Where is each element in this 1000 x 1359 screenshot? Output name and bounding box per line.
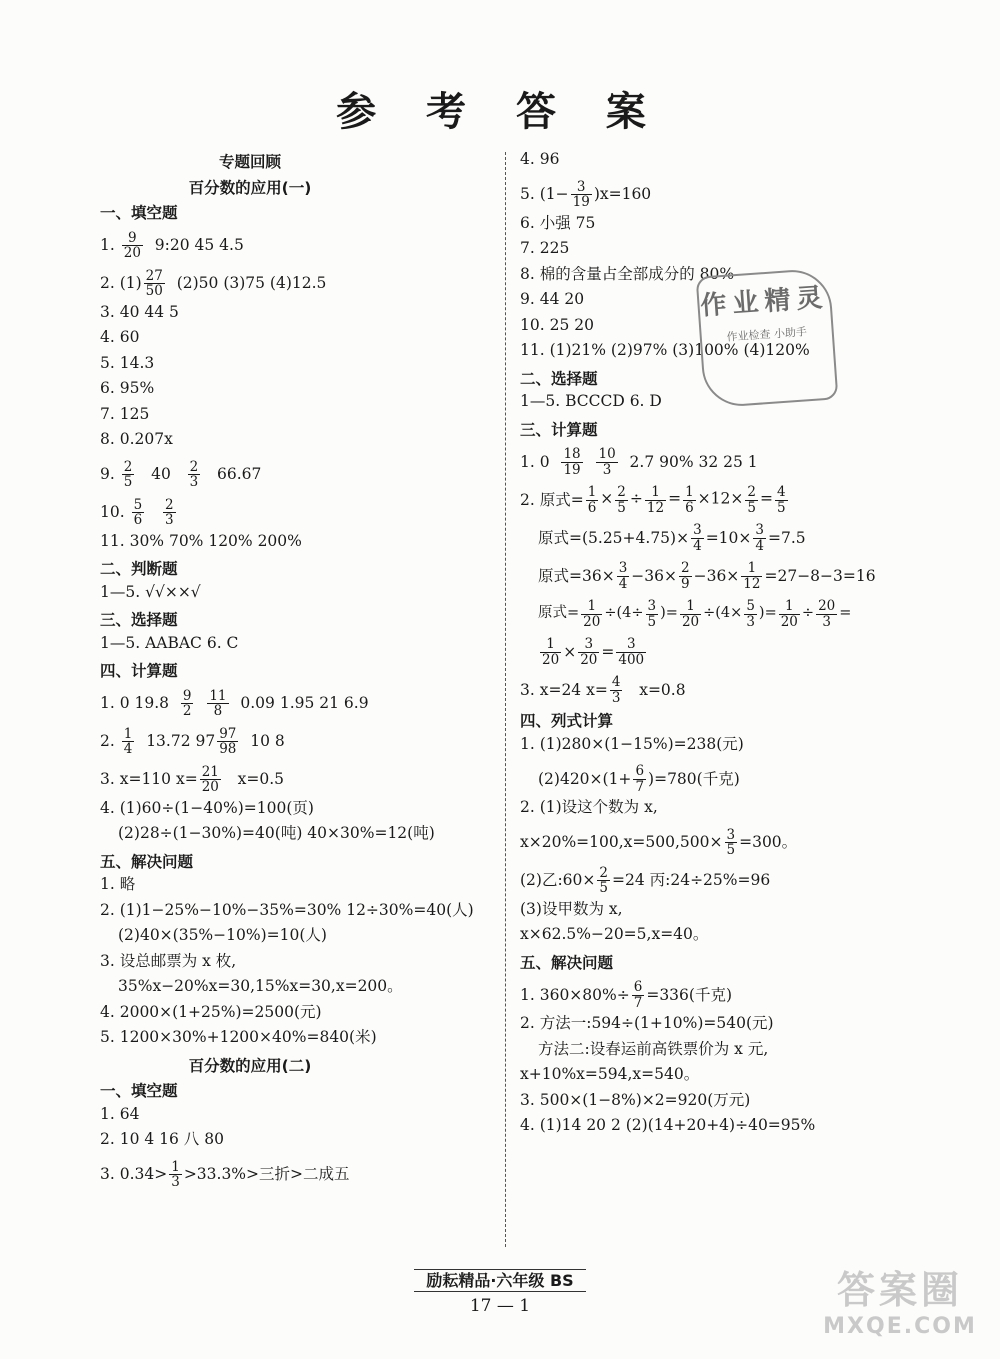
fraction: $\frac{1}{6}$ xyxy=(587,484,597,516)
answer-line: $\frac{1}{20}$ × $\frac{3}{20}$ = $\frac{3}{400}$ xyxy=(542,636,645,668)
sub-heading: 三、选择题 xyxy=(100,611,178,629)
answer-line: 8. 棉的含量占全部成分的 80% xyxy=(520,264,735,283)
fraction: $\frac{4}{5}$ xyxy=(776,484,786,516)
answer-line: (2)420×(1+ $\frac{6}{7}$ )=780(千克) xyxy=(538,763,740,795)
answer-line: 1. (1)280×(1−15%)=238(元) xyxy=(520,734,744,753)
operator: = xyxy=(668,490,682,508)
page-title: 参 考 答 案 xyxy=(336,88,664,135)
answer-line: 9. $\frac{2}{5}$ 40 $\frac{2}{3}$ 66.67 xyxy=(100,458,262,490)
footer-brand: 励耘精品·六年级 BS xyxy=(0,1268,1000,1291)
sub-heading: 四、计算题 xyxy=(100,662,178,680)
answer-line: 4. 2000×(1+25%)=2500(元) xyxy=(100,1002,322,1021)
column-divider xyxy=(505,152,506,1247)
answer-line: 2. 原式= $\frac{1}{6}$ × $\frac{2}{5}$ ÷ $\frac{1}{12}$ = $\frac{1}{6}$ ×12× $\frac{2}{5}$ = $\frac{4}{5}$ xyxy=(520,481,960,519)
answer-line: 1—5. √√××√ xyxy=(100,582,201,601)
answer-line: 3. 设总邮票为 x 枚, xyxy=(100,951,237,970)
answer-line: 35%x−20%x=30,15%x=30,x=200。 xyxy=(118,977,403,995)
answer-line: 2. (1)设这个数为 x, xyxy=(520,798,658,816)
answer-line: 3. x=110 x= $\frac{21}{20}$ x=0.5 xyxy=(100,763,285,795)
answer-line: 3. 500×(1−8%)×2=920(万元) xyxy=(520,1090,751,1109)
fraction: $\frac{2}{5}$ xyxy=(617,484,626,516)
answer-line: 3. 0.34> $\frac{1}{3}$ >33.3%>三折>二成五 xyxy=(100,1158,350,1190)
answer-line: 1. $\frac{9}{20}$ 9:20 45 4.5 xyxy=(100,229,244,261)
fraction: $\frac{9}{20}$ xyxy=(123,229,141,261)
fraction: $\frac{1}{6}$ xyxy=(685,484,694,516)
answer-line: 9. 44 20 xyxy=(520,290,585,308)
answer-line: 1. 0 19.8 $\frac{9}{2}$ $\frac{11}{8}$ 0.09 1.95 21 6.9 xyxy=(100,687,369,719)
answer-line: 2. (1) $\frac{27}{50}$ (2)50 (3)75 (4)12.5 xyxy=(100,267,327,299)
answer-line: 1—5. BCCCD 6. D xyxy=(520,392,662,410)
answer-line: x+10%x=594,x=540。 xyxy=(520,1065,700,1083)
answer-line: (3)设甲数为 x, xyxy=(520,899,623,918)
answer-line: 5. 14.3 xyxy=(100,353,155,372)
operator: = xyxy=(759,490,773,508)
operator: ×12× xyxy=(697,490,744,508)
operator: ÷ xyxy=(629,490,643,508)
answer-line: (2)40×(35%−10%)=10(人) xyxy=(118,926,327,944)
sub-heading: 四、列式计算 xyxy=(520,712,614,730)
answer-line: x×20%=100,x=500,500× $\frac{3}{5}$ =300。 xyxy=(520,826,798,858)
answer-line: 1. 0 $\frac{18}{19}$ $\frac{10}{3}$ 2.7 90% 32 25 1 xyxy=(520,446,758,478)
sub-heading: 二、选择题 xyxy=(520,369,598,388)
answer-line: 2. $\frac{1}{4}$ 13.72 97 $\frac{97}{98}$ 10 8 xyxy=(100,725,285,757)
fraction: $\frac{1}{12}$ xyxy=(646,484,665,516)
answer-line: x×62.5%−20=5,x=40。 xyxy=(520,925,709,943)
answer-line: 2. 方法一:594÷(1+10%)=540(元) xyxy=(520,1014,774,1032)
answer-line: 原式=36× $\frac{3}{4}$ −36× $\frac{2}{9}$ −36× $\frac{1}{12}$ =27−8−3=16 xyxy=(538,560,876,592)
sub-heading: 五、解决问题 xyxy=(520,953,614,972)
section-header: 百分数的应用(一) xyxy=(188,178,312,197)
answer-line: 4. 60 xyxy=(100,328,140,346)
section-header: 百分数的应用(二) xyxy=(188,1056,312,1075)
sub-heading: 五、解决问题 xyxy=(100,852,194,871)
answer-line: 4. (1)14 20 2 (2)(14+20+4)÷40=95% xyxy=(520,1116,816,1134)
answer-line: 原式=(5.25+4.75)× $\frac{3}{4}$ =10× $\frac{3}{4}$ =7.5 xyxy=(538,522,806,554)
fraction: $\frac{27}{50}$ xyxy=(145,267,163,299)
answer-line: 3. 40 44 5 xyxy=(100,302,179,321)
answer-line: 10. $\frac{5}{6}$ $\frac{2}{3}$ xyxy=(100,496,174,528)
left-column xyxy=(100,150,500,1194)
answer-line: 方法二:设春运前高铁票价为 x 元, xyxy=(538,1039,769,1058)
section-header: 专题回顾 xyxy=(218,153,281,171)
answer-line: 10. 25 20 xyxy=(520,315,594,334)
answer-line: 1. 略 xyxy=(100,875,136,893)
watermark-logo: 答案圈 MXQE.COM xyxy=(823,1268,977,1339)
answer-line: 6. 小强 75 xyxy=(520,213,596,232)
answer-line: (2)28÷(1−30%)=40(吨) 40×30%=12(吨) xyxy=(118,824,435,842)
sub-heading: 二、判断题 xyxy=(100,560,178,578)
sub-heading: 一、填空题 xyxy=(100,204,178,222)
answer-line: 7. 125 xyxy=(100,404,150,423)
answer-line: 3. x=24 x= $\frac{4}{3}$ x=0.8 xyxy=(520,674,686,706)
answer-line: 4. (1)60÷(1−40%)=100(页) xyxy=(100,798,314,817)
page-number: 17 — 1 xyxy=(469,1296,531,1316)
answer-line: 7. 225 xyxy=(520,239,570,257)
answer-line: 11. 30% 70% 120% 200% xyxy=(100,531,302,550)
stamp-logo: 作业精灵 作业检查 小助手 xyxy=(696,267,839,408)
fraction: $\frac{2}{5}$ xyxy=(747,484,756,516)
answer-line: 5. 1200×30%+1200×40%=840(米) xyxy=(100,1028,377,1046)
expression xyxy=(584,485,790,514)
answer-line: 1. 64 xyxy=(100,1104,140,1123)
sub-heading: 三、计算题 xyxy=(520,420,598,439)
answer-line: 5. (1− $\frac{3}{19}$ )x=160 xyxy=(520,178,652,210)
answer-line: 2. 10 4 16 八 80 xyxy=(100,1130,224,1148)
answer-line: 8. 0.207x xyxy=(100,430,173,448)
answer-line: (2)乙:60× $\frac{2}{5}$ =24 丙:24÷25%=96 xyxy=(520,864,771,896)
answer-line: 11. (1)21% (2)97% (3)100% (4)120% xyxy=(520,341,810,359)
operator: × xyxy=(600,490,614,508)
answer-line: 2. (1)1−25%−10%−35%=30% 12÷30%=40(人) xyxy=(100,900,474,919)
sub-heading: 一、填空题 xyxy=(100,1082,178,1100)
answer-line: 原式= $\frac{1}{20}$ ÷(4÷ $\frac{3}{5}$ )= $\frac{1}{20}$ ÷(4× $\frac{5}{3}$ )= $\frac{1}{20}$ ÷ $\frac{20}{3}$ = xyxy=(538,598,852,630)
answer-line: 6. 95% xyxy=(100,379,155,397)
answer-line: 1. 360×80%÷ $\frac{6}{7}$ =336(千克) xyxy=(520,979,732,1011)
answer-line: 4. 96 xyxy=(520,150,560,168)
answer-line: 1—5. AABAC 6. C xyxy=(100,633,239,652)
